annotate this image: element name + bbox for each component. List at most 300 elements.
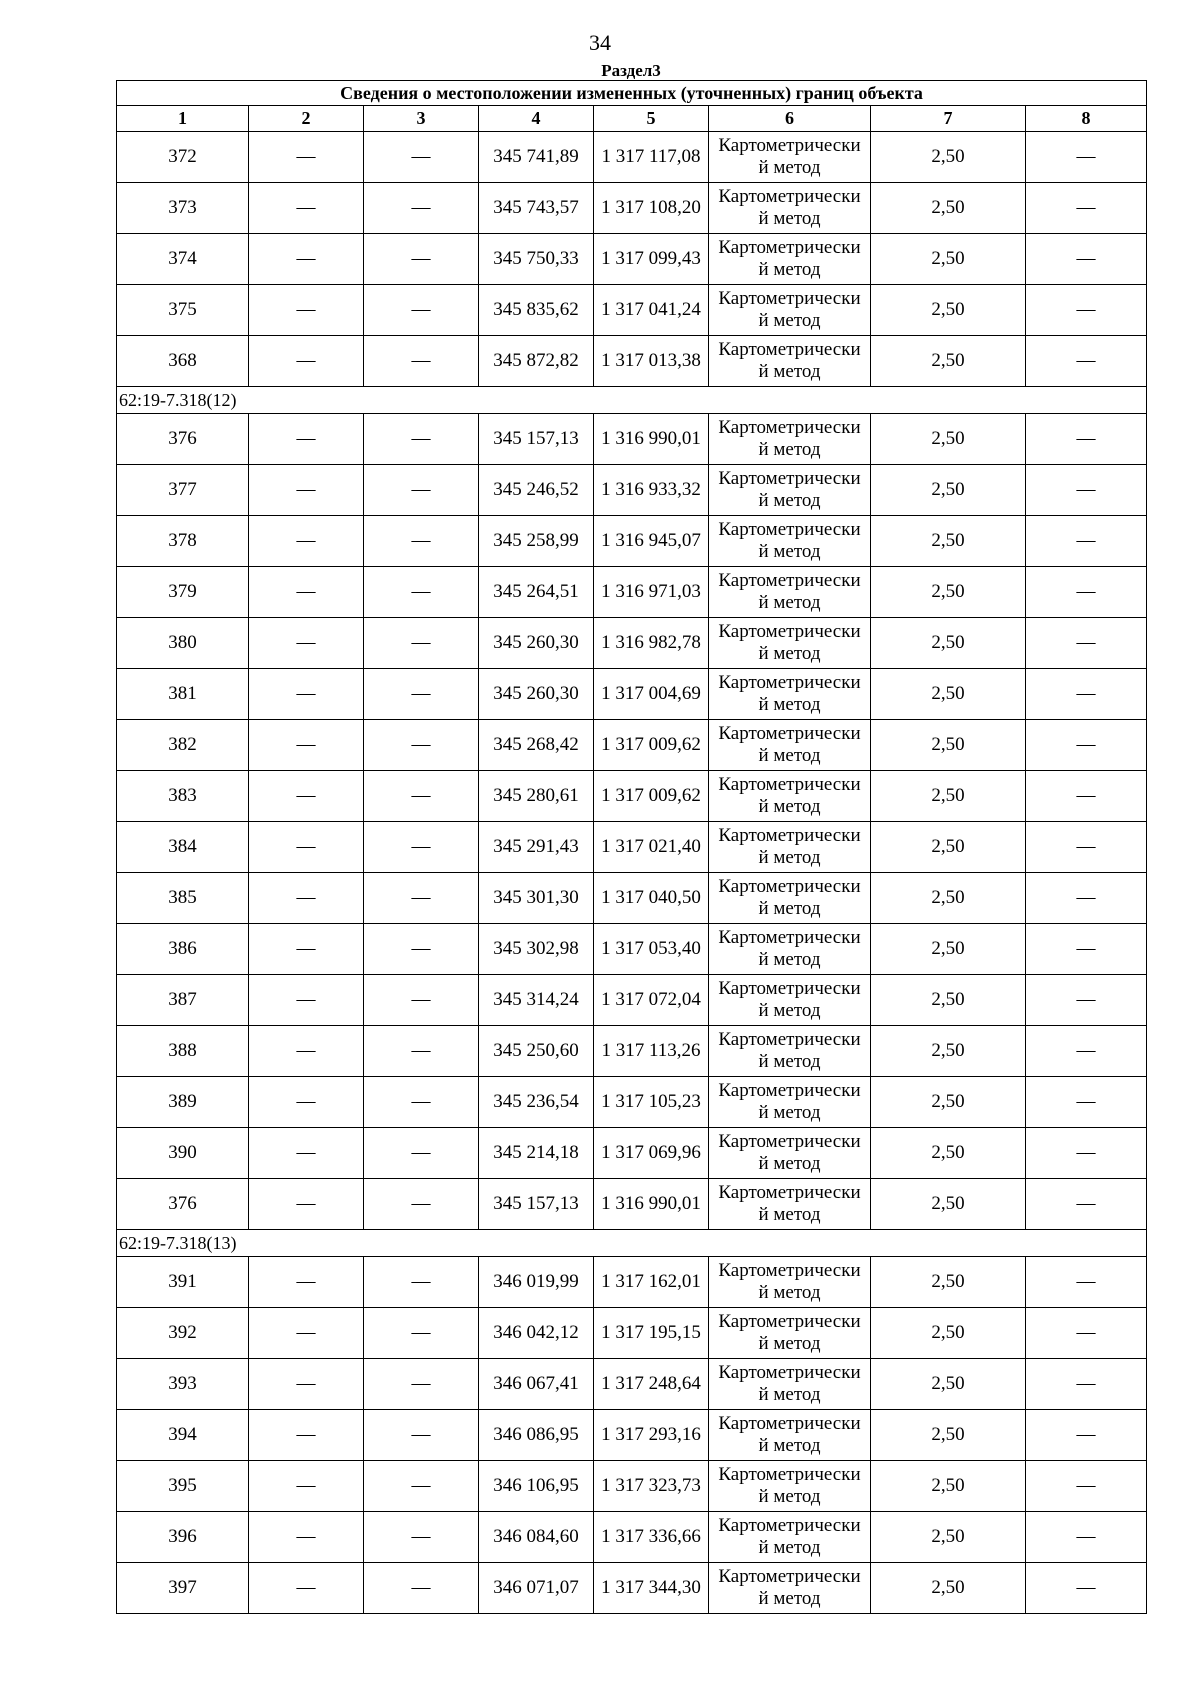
cell-col8: — <box>1026 873 1147 924</box>
coord-y: 1 317 009,62 <box>594 771 709 822</box>
cell-col2: — <box>249 1461 364 1512</box>
method-line1: Картометрически <box>718 135 861 156</box>
method-line2: й метод <box>758 643 821 664</box>
coord-x: 345 260,30 <box>479 669 594 720</box>
table-row <box>117 1359 1147 1410</box>
cell-col8: — <box>1026 567 1147 618</box>
coord-x: 346 042,12 <box>479 1308 594 1359</box>
method-line2: й метод <box>758 745 821 766</box>
coord-y: 1 317 041,24 <box>594 285 709 336</box>
method-line1: Картометрически <box>718 1413 861 1434</box>
cell-col3: — <box>364 567 479 618</box>
point-number: 383 <box>117 771 249 822</box>
cell-col8: — <box>1026 1461 1147 1512</box>
table-row <box>117 1077 1147 1128</box>
accuracy: 2,50 <box>871 1461 1026 1512</box>
cell-col8: — <box>1026 975 1147 1026</box>
coord-y: 1 317 113,26 <box>594 1026 709 1077</box>
method-line2: й метод <box>758 1435 821 1456</box>
cell-col2: — <box>249 285 364 336</box>
point-number: 393 <box>117 1359 249 1410</box>
cell-col2: — <box>249 516 364 567</box>
method-line2: й метод <box>758 1384 821 1405</box>
point-number: 382 <box>117 720 249 771</box>
method-line2: й метод <box>758 1102 821 1123</box>
cell-col8: — <box>1026 924 1147 975</box>
cell-col2: — <box>249 234 364 285</box>
table-row <box>117 1461 1147 1512</box>
method-line2: й метод <box>758 361 821 382</box>
point-number: 374 <box>117 234 249 285</box>
method-line1: Картометрически <box>718 468 861 489</box>
accuracy: 2,50 <box>871 336 1026 387</box>
point-number: 391 <box>117 1257 249 1308</box>
coord-y: 1 317 293,16 <box>594 1410 709 1461</box>
cell-col3: — <box>364 924 479 975</box>
accuracy: 2,50 <box>871 285 1026 336</box>
method <box>709 336 871 387</box>
cell-col8: — <box>1026 516 1147 567</box>
table-caption: Сведения о местоположении измененных (уточненных) границ объекта <box>117 81 1147 106</box>
cell-col3: — <box>364 1410 479 1461</box>
method-line2: й метод <box>758 208 821 229</box>
accuracy: 2,50 <box>871 516 1026 567</box>
cell-col8: — <box>1026 183 1147 234</box>
cell-col3: — <box>364 822 479 873</box>
cell-col8: — <box>1026 336 1147 387</box>
accuracy: 2,50 <box>871 414 1026 465</box>
cell-col8: — <box>1026 1026 1147 1077</box>
coord-x: 346 019,99 <box>479 1257 594 1308</box>
cell-col8: — <box>1026 465 1147 516</box>
table-row <box>117 1512 1147 1563</box>
coord-x: 345 741,89 <box>479 132 594 183</box>
point-number: 385 <box>117 873 249 924</box>
method <box>709 1179 871 1230</box>
table-row <box>117 924 1147 975</box>
table-row <box>117 720 1147 771</box>
coord-y: 1 317 105,23 <box>594 1077 709 1128</box>
coord-x: 345 258,99 <box>479 516 594 567</box>
method-line1: Картометрически <box>718 237 861 258</box>
method <box>709 465 871 516</box>
accuracy: 2,50 <box>871 1512 1026 1563</box>
method-line2: й метод <box>758 898 821 919</box>
method <box>709 669 871 720</box>
coord-x: 345 314,24 <box>479 975 594 1026</box>
table-row <box>117 183 1147 234</box>
coord-y: 1 316 945,07 <box>594 516 709 567</box>
column-header: 6 <box>709 106 871 132</box>
method-line1: Картометрически <box>718 621 861 642</box>
method-line1: Картометрически <box>718 519 861 540</box>
point-number: 376 <box>117 414 249 465</box>
cell-col2: — <box>249 822 364 873</box>
point-number: 372 <box>117 132 249 183</box>
method-line1: Картометрически <box>718 978 861 999</box>
table-row <box>117 234 1147 285</box>
coord-y: 1 317 040,50 <box>594 873 709 924</box>
accuracy: 2,50 <box>871 567 1026 618</box>
method-line1: Картометрически <box>718 1515 861 1536</box>
cell-col2: — <box>249 873 364 924</box>
coord-y: 1 317 117,08 <box>594 132 709 183</box>
cell-col2: — <box>249 1410 364 1461</box>
accuracy: 2,50 <box>871 465 1026 516</box>
method <box>709 1128 871 1179</box>
column-header: 7 <box>871 106 1026 132</box>
method-line2: й метод <box>758 157 821 178</box>
method-line1: Картометрически <box>718 825 861 846</box>
method <box>709 183 871 234</box>
cell-col2: — <box>249 1179 364 1230</box>
cell-col8: — <box>1026 669 1147 720</box>
cell-col8: — <box>1026 1257 1147 1308</box>
cell-col2: — <box>249 669 364 720</box>
coord-x: 345 260,30 <box>479 618 594 669</box>
coord-x: 345 157,13 <box>479 414 594 465</box>
cell-col2: — <box>249 567 364 618</box>
table-row <box>117 618 1147 669</box>
method-line1: Картометрически <box>718 1260 861 1281</box>
method <box>709 414 871 465</box>
cell-col3: — <box>364 1461 479 1512</box>
accuracy: 2,50 <box>871 720 1026 771</box>
coord-x: 345 872,82 <box>479 336 594 387</box>
point-number: 384 <box>117 822 249 873</box>
accuracy: 2,50 <box>871 1359 1026 1410</box>
accuracy: 2,50 <box>871 1308 1026 1359</box>
column-header: 8 <box>1026 106 1147 132</box>
cell-col3: — <box>364 720 479 771</box>
point-number: 378 <box>117 516 249 567</box>
accuracy: 2,50 <box>871 1179 1026 1230</box>
accuracy: 2,50 <box>871 1026 1026 1077</box>
cell-col8: — <box>1026 1563 1147 1614</box>
method <box>709 285 871 336</box>
column-header: 3 <box>364 106 479 132</box>
table-row <box>117 669 1147 720</box>
method <box>709 1410 871 1461</box>
cell-col3: — <box>364 516 479 567</box>
method <box>709 1359 871 1410</box>
accuracy: 2,50 <box>871 1563 1026 1614</box>
cell-col3: — <box>364 771 479 822</box>
point-number: 368 <box>117 336 249 387</box>
coord-y: 1 317 053,40 <box>594 924 709 975</box>
point-number: 379 <box>117 567 249 618</box>
accuracy: 2,50 <box>871 618 1026 669</box>
method-line2: й метод <box>758 796 821 817</box>
cell-col3: — <box>364 975 479 1026</box>
cell-col8: — <box>1026 285 1147 336</box>
cell-col8: — <box>1026 1410 1147 1461</box>
method <box>709 1563 871 1614</box>
coord-x: 346 071,07 <box>479 1563 594 1614</box>
method-line2: й метод <box>758 1486 821 1507</box>
column-header: 2 <box>249 106 364 132</box>
cell-col3: — <box>364 336 479 387</box>
cell-col3: — <box>364 1512 479 1563</box>
coord-y: 1 317 323,73 <box>594 1461 709 1512</box>
cell-col8: — <box>1026 720 1147 771</box>
cell-col2: — <box>249 1308 364 1359</box>
cell-col2: — <box>249 1257 364 1308</box>
cell-col2: — <box>249 336 364 387</box>
point-number: 386 <box>117 924 249 975</box>
method-line2: й метод <box>758 1282 821 1303</box>
cell-col3: — <box>364 285 479 336</box>
method-line2: й метод <box>758 694 821 715</box>
cell-col3: — <box>364 1563 479 1614</box>
coord-x: 345 236,54 <box>479 1077 594 1128</box>
cell-col3: — <box>364 669 479 720</box>
coord-x: 345 291,43 <box>479 822 594 873</box>
point-number: 373 <box>117 183 249 234</box>
method <box>709 1077 871 1128</box>
accuracy: 2,50 <box>871 873 1026 924</box>
table-caption-row <box>117 81 1147 106</box>
column-header: 1 <box>117 106 249 132</box>
point-number: 396 <box>117 1512 249 1563</box>
method <box>709 1026 871 1077</box>
method-line1: Картометрически <box>718 1080 861 1101</box>
accuracy: 2,50 <box>871 234 1026 285</box>
table-row <box>117 771 1147 822</box>
coord-y: 1 317 108,20 <box>594 183 709 234</box>
method <box>709 567 871 618</box>
cell-col2: — <box>249 465 364 516</box>
method-line1: Картометрически <box>718 1131 861 1152</box>
coord-y: 1 316 971,03 <box>594 567 709 618</box>
method-line1: Картометрически <box>718 927 861 948</box>
coord-x: 346 084,60 <box>479 1512 594 1563</box>
coord-x: 345 264,51 <box>479 567 594 618</box>
cell-col2: — <box>249 720 364 771</box>
method <box>709 1308 871 1359</box>
column-header: 4 <box>479 106 594 132</box>
method-line2: й метод <box>758 439 821 460</box>
method-line1: Картометрически <box>718 1362 861 1383</box>
coord-y: 1 317 195,15 <box>594 1308 709 1359</box>
table-row <box>117 873 1147 924</box>
method <box>709 234 871 285</box>
table-row <box>117 1308 1147 1359</box>
group-label: 62:19-7.318(13) <box>117 1230 1147 1257</box>
cell-col8: — <box>1026 414 1147 465</box>
point-number: 389 <box>117 1077 249 1128</box>
point-number: 380 <box>117 618 249 669</box>
table-row <box>117 1410 1147 1461</box>
cell-col3: — <box>364 1257 479 1308</box>
page-number: 34 <box>589 30 611 55</box>
point-number: 387 <box>117 975 249 1026</box>
column-header-row <box>117 106 1147 132</box>
coord-y: 1 316 982,78 <box>594 618 709 669</box>
cell-col2: — <box>249 1026 364 1077</box>
point-number: 375 <box>117 285 249 336</box>
coord-x: 346 086,95 <box>479 1410 594 1461</box>
method-line2: й метод <box>758 1000 821 1021</box>
method <box>709 771 871 822</box>
accuracy: 2,50 <box>871 669 1026 720</box>
cell-col3: — <box>364 618 479 669</box>
method-line1: Картометрически <box>718 288 861 309</box>
coord-x: 345 743,57 <box>479 183 594 234</box>
cell-col3: — <box>364 1179 479 1230</box>
method <box>709 132 871 183</box>
coord-y: 1 317 004,69 <box>594 669 709 720</box>
coord-y: 1 317 013,38 <box>594 336 709 387</box>
cell-col8: — <box>1026 618 1147 669</box>
method-line2: й метод <box>758 592 821 613</box>
accuracy: 2,50 <box>871 1257 1026 1308</box>
accuracy: 2,50 <box>871 822 1026 873</box>
coord-x: 345 250,60 <box>479 1026 594 1077</box>
method <box>709 1257 871 1308</box>
accuracy: 2,50 <box>871 771 1026 822</box>
cell-col2: — <box>249 1563 364 1614</box>
cell-col3: — <box>364 1308 479 1359</box>
method <box>709 975 871 1026</box>
coord-y: 1 317 336,66 <box>594 1512 709 1563</box>
method-line1: Картометрически <box>718 1182 861 1203</box>
accuracy: 2,50 <box>871 132 1026 183</box>
point-number: 394 <box>117 1410 249 1461</box>
cell-col2: — <box>249 1359 364 1410</box>
method-line2: й метод <box>758 1051 821 1072</box>
cell-col2: — <box>249 1128 364 1179</box>
method <box>709 516 871 567</box>
cell-col2: — <box>249 771 364 822</box>
method-line1: Картометрически <box>718 723 861 744</box>
method-line1: Картометрически <box>718 186 861 207</box>
method <box>709 822 871 873</box>
section-title: Раздел3 <box>601 61 661 80</box>
coord-x: 345 214,18 <box>479 1128 594 1179</box>
accuracy: 2,50 <box>871 1128 1026 1179</box>
method-line2: й метод <box>758 1333 821 1354</box>
method-line1: Картометрически <box>718 1029 861 1050</box>
method-line2: й метод <box>758 1537 821 1558</box>
coord-x: 346 106,95 <box>479 1461 594 1512</box>
table-row <box>117 336 1147 387</box>
coord-y: 1 317 072,04 <box>594 975 709 1026</box>
cell-col8: — <box>1026 1359 1147 1410</box>
coord-y: 1 316 990,01 <box>594 1179 709 1230</box>
table-row <box>117 132 1147 183</box>
coord-y: 1 317 344,30 <box>594 1563 709 1614</box>
method <box>709 1461 871 1512</box>
point-number: 376 <box>117 1179 249 1230</box>
cell-col3: — <box>364 1077 479 1128</box>
point-number: 395 <box>117 1461 249 1512</box>
coord-y: 1 316 933,32 <box>594 465 709 516</box>
coord-x: 345 835,62 <box>479 285 594 336</box>
cell-col8: — <box>1026 1308 1147 1359</box>
method-line1: Картометрически <box>718 339 861 360</box>
cell-col3: — <box>364 1128 479 1179</box>
method-line2: й метод <box>758 1153 821 1174</box>
cell-col2: — <box>249 1512 364 1563</box>
table-row <box>117 285 1147 336</box>
method-line2: й метод <box>758 490 821 511</box>
cell-col2: — <box>249 924 364 975</box>
method-line2: й метод <box>758 847 821 868</box>
cell-col2: — <box>249 183 364 234</box>
cell-col8: — <box>1026 1512 1147 1563</box>
point-number: 392 <box>117 1308 249 1359</box>
method-line1: Картометрически <box>718 1311 861 1332</box>
method-line1: Картометрически <box>718 672 861 693</box>
cell-col2: — <box>249 975 364 1026</box>
coord-x: 345 750,33 <box>479 234 594 285</box>
coordinates-table <box>116 80 1147 1614</box>
cell-col3: — <box>364 234 479 285</box>
coord-x: 346 067,41 <box>479 1359 594 1410</box>
method-line2: й метод <box>758 541 821 562</box>
table-row <box>117 465 1147 516</box>
table-row <box>117 1179 1147 1230</box>
cell-col3: — <box>364 873 479 924</box>
point-number: 381 <box>117 669 249 720</box>
accuracy: 2,50 <box>871 183 1026 234</box>
method-line1: Картометрически <box>718 1566 861 1587</box>
cell-col8: — <box>1026 1077 1147 1128</box>
method-line2: й метод <box>758 259 821 280</box>
cell-col8: — <box>1026 1179 1147 1230</box>
method <box>709 720 871 771</box>
method-line1: Картометрически <box>718 1464 861 1485</box>
coord-x: 345 302,98 <box>479 924 594 975</box>
cell-col8: — <box>1026 771 1147 822</box>
column-header: 5 <box>594 106 709 132</box>
coord-y: 1 317 021,40 <box>594 822 709 873</box>
coord-y: 1 317 248,64 <box>594 1359 709 1410</box>
cell-col3: — <box>364 132 479 183</box>
table-row <box>117 516 1147 567</box>
method-line2: й метод <box>758 949 821 970</box>
cell-col2: — <box>249 414 364 465</box>
table-row <box>117 414 1147 465</box>
method <box>709 924 871 975</box>
accuracy: 2,50 <box>871 1410 1026 1461</box>
cell-col3: — <box>364 1026 479 1077</box>
accuracy: 2,50 <box>871 975 1026 1026</box>
table-row <box>117 1257 1147 1308</box>
table-row <box>117 975 1147 1026</box>
cell-col3: — <box>364 465 479 516</box>
table-row <box>117 567 1147 618</box>
method-line2: й метод <box>758 1204 821 1225</box>
point-number: 390 <box>117 1128 249 1179</box>
table-row <box>117 1026 1147 1077</box>
coord-y: 1 317 069,96 <box>594 1128 709 1179</box>
coord-x: 345 268,42 <box>479 720 594 771</box>
cell-col2: — <box>249 1077 364 1128</box>
group-row <box>117 1230 1147 1257</box>
point-number: 377 <box>117 465 249 516</box>
coord-x: 345 280,61 <box>479 771 594 822</box>
method <box>709 1512 871 1563</box>
method <box>709 873 871 924</box>
cell-col3: — <box>364 1359 479 1410</box>
accuracy: 2,50 <box>871 1077 1026 1128</box>
coord-x: 345 246,52 <box>479 465 594 516</box>
group-label: 62:19-7.318(12) <box>117 387 1147 414</box>
group-row <box>117 387 1147 414</box>
cell-col8: — <box>1026 132 1147 183</box>
